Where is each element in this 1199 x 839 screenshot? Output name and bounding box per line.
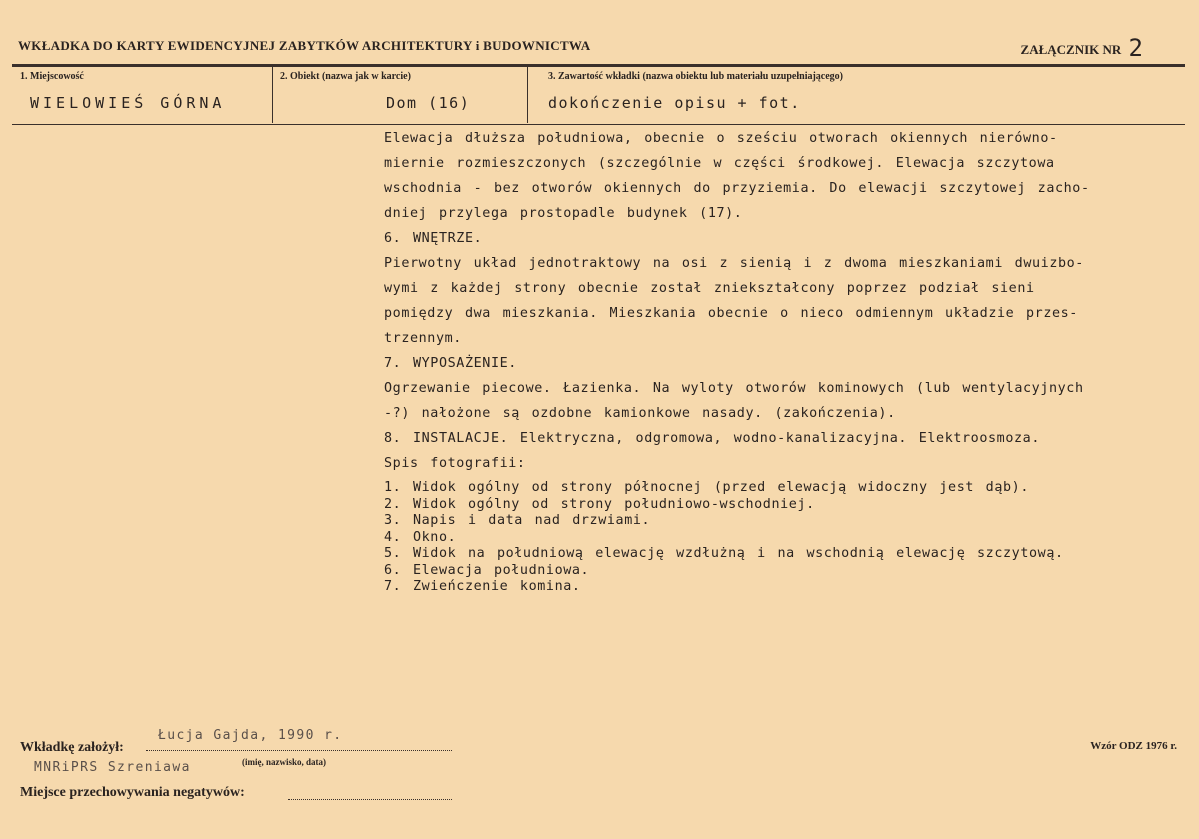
object-value: Dom (16)	[386, 94, 471, 112]
author-value: Łucja Gajda, 1990 r.	[158, 728, 343, 743]
section-7-line: Ogrzewanie piecowe. Łazienka. Na wyloty otworów kominowych (lub wentylacyjnych	[384, 381, 1084, 396]
section-6-line: wymi z każdej strony obecnie został zniekształcony poprzez podział sieni	[384, 281, 1035, 296]
author-dotted-line	[146, 750, 452, 751]
description-text	[384, 126, 1174, 596]
section-6-line: trzennym.	[384, 331, 462, 346]
field-divider-1	[272, 67, 273, 123]
photo-item: 3. Napis i data nad drzwiami.	[384, 513, 651, 528]
section-8-line: 8. INSTALACJE. Elektryczna, odgromowa, wodno-kanalizacyjna. Elektroosmoza.	[384, 431, 1040, 446]
annex-label	[1021, 32, 1143, 60]
intro-line: wschodnia - bez otworów okiennych do przyziemia. Do elewacji szczytowej zacho-	[384, 181, 1090, 196]
contents-value: dokończenie opisu + fot.	[548, 94, 801, 112]
annex-number: 2	[1128, 34, 1143, 62]
photo-item: 7. Zwieńczenie komina.	[384, 579, 581, 594]
form-title: WKŁADKA DO KARTY EWIDENCYJNEJ ZABYTKÓW ARCHITEKTURY i BUDOWNICTWA	[18, 38, 591, 53]
field-divider-2	[527, 67, 528, 123]
intro-line: miernie rozmieszczonych (szczególnie w części środkowej. Elewacja szczytowa	[384, 156, 1055, 171]
fields-bottom-rule	[12, 124, 1185, 125]
top-rule	[12, 64, 1185, 67]
contents-label: 3. Zawartość wkładki (nazwa obiektu lub materiału uzupełniającego)	[548, 71, 844, 82]
intro-line: dniej przylega prostopadle budynek (17).	[384, 206, 743, 221]
photo-item: 6. Elewacja południowa.	[384, 562, 590, 578]
negatives-dotted-line	[288, 799, 452, 800]
photo-item: 4. Okno.	[384, 529, 457, 545]
intro-line: Elewacja dłuższa południowa, obecnie o sześciu otworach okiennych nierówno-	[384, 131, 1058, 146]
section-6-line: Pierwotny układ jednotraktowy na osi z sienią i z dwoma mieszkaniami dwuizbo-	[384, 256, 1084, 271]
institution-stamp: MNRiPRS Szreniawa	[34, 760, 191, 775]
author-label: Wkładkę założył:	[20, 740, 124, 755]
annex-label-text: ZAŁĄCZNIK NR	[1020, 42, 1122, 57]
section-6-heading: 6. WNĘTRZE.	[384, 231, 483, 246]
object-label: 2. Obiekt (nazwa jak w karcie)	[280, 71, 411, 82]
photo-item: 2. Widok ogólny od strony południowo-wschodniej.	[384, 496, 815, 512]
locality-label: 1. Miejscowość	[20, 71, 84, 82]
form-code: Wzór ODZ 1976 r.	[1090, 740, 1177, 752]
author-hint: (imię, nazwisko, data)	[242, 757, 326, 767]
section-7-line: -?) nałożone są ozdobne kamionkowe nasady. (zakończenia).	[384, 406, 896, 421]
section-7-heading: 7. WYPOSAŻENIE.	[384, 356, 517, 371]
photo-item: 5. Widok na południową elewację wzdłużną i na wschodnią elewację szczytową.	[384, 546, 1064, 561]
locality-value: WIELOWIEŚ GÓRNA	[30, 94, 226, 112]
section-6-line: pomiędzy dwa mieszkania. Mieszkania obecnie o nieco odmiennym układzie przes-	[384, 306, 1078, 321]
photo-list-heading: Spis fotografii:	[384, 456, 526, 471]
photo-list	[384, 480, 1174, 596]
negatives-label: Miejsce przechowywania negatywów:	[20, 785, 245, 800]
photo-item: 1. Widok ogólny od strony północnej (przed elewacją widoczny jest dąb).	[384, 480, 1029, 495]
